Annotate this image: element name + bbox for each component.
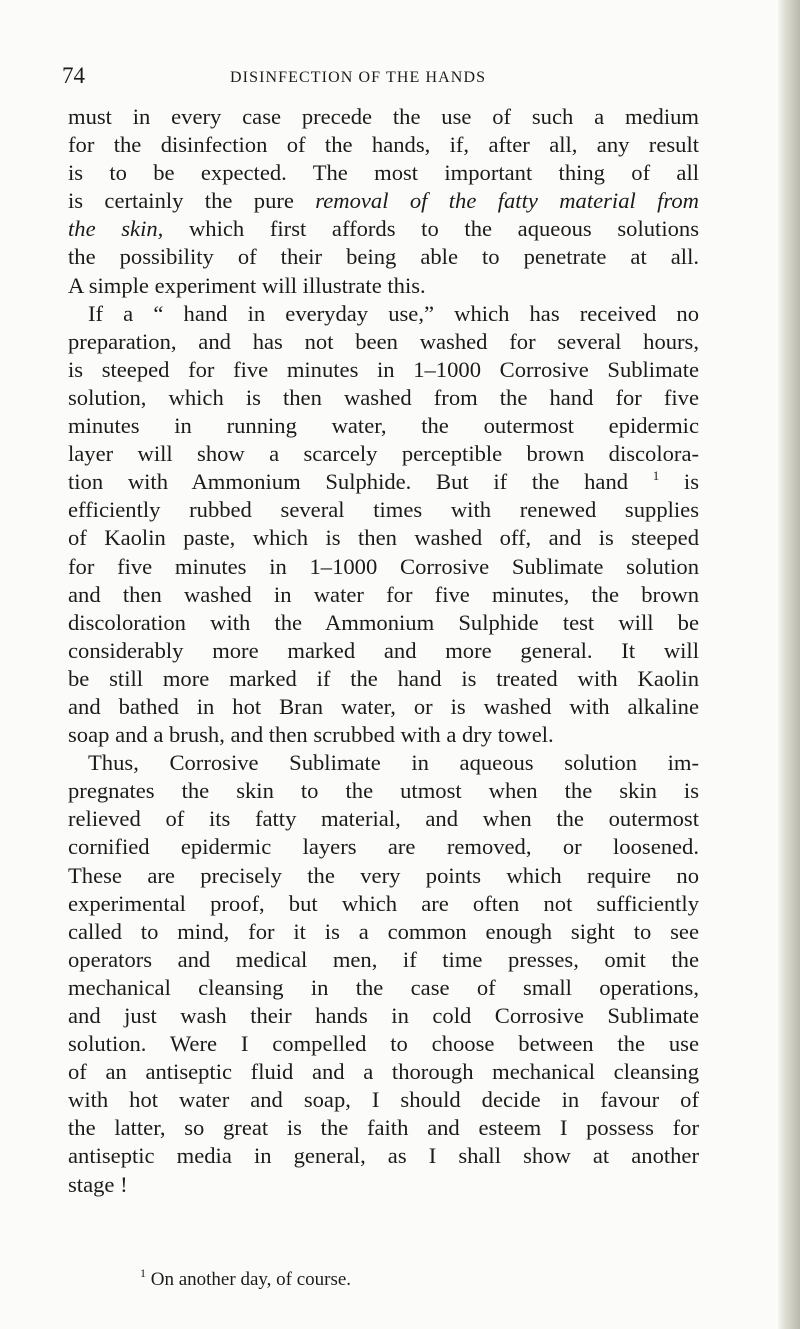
text-line: is to be expected. The most important thing of all [68, 160, 699, 186]
text-line: preparation, and has not been washed for several hours, [68, 328, 699, 354]
text-run: is certainly the pure [68, 188, 294, 214]
text-line: discoloration with the Ammonium Sulphide test will be [68, 609, 699, 635]
text-line: with hot water and soap, I should decide in favour of [68, 1087, 699, 1113]
text-line: of Kaolin paste, which is then washed off, and is steeped [68, 525, 699, 551]
paragraph-3 [68, 749, 699, 1199]
text-line: antiseptic media in general, as I shall show at another [68, 1143, 699, 1169]
text-line: minutes in running water, the outermost epidermic [68, 413, 699, 439]
text-line: considerably more marked and more general. It will [68, 637, 699, 663]
text-line: efficiently rubbed several times with renewed supplies [68, 497, 699, 523]
text-line: the latter, so great is the faith and esteem I possess for [68, 1115, 699, 1141]
footnote-marker[interactable]: 1 [652, 468, 660, 484]
text-line: operators and medical men, if time presses, omit the [68, 946, 699, 972]
text-line: called to mind, for it is a common enough sight to see [68, 918, 699, 944]
text-line [68, 215, 699, 243]
text-line: relieved of its fatty material, and when the outermost [68, 806, 699, 832]
text-line: must in every case precede the use of such a medium [68, 104, 699, 129]
text-line: of an antiseptic fluid and a thorough mechanical cleansing [68, 1059, 699, 1085]
text-line: stage ! [68, 1171, 128, 1197]
text-line: A simple experiment will illustrate this. [68, 272, 426, 298]
text-line: the possibility of their being able to penetrate at all. [68, 244, 699, 270]
emphasis-text: removal of the fatty material from [315, 188, 699, 214]
text-line: mechanical cleansing in the case of small operations, [68, 974, 699, 1000]
text-run: tion with Ammonium Sulphide. But if the hand [68, 469, 629, 495]
text-line [68, 187, 699, 215]
paragraph-2 [68, 300, 699, 750]
text-line: If a “ hand in everyday use,” which has received no [88, 300, 699, 326]
text-line: and just wash their hands in cold Corrosive Sublimate [68, 1003, 699, 1028]
text-line: cornified epidermic layers are removed, or loosened. [68, 834, 699, 860]
text-line: for five minutes in 1–1000 Corrosive Sublimate solution [68, 553, 699, 579]
text-line: and bathed in hot Bran water, or is washed with alkaline [68, 693, 699, 719]
page-edge-shadow [778, 0, 800, 1329]
emphasis-text: the skin, [68, 216, 164, 242]
text-line: experimental proof, but which are often not sufficiently [68, 890, 699, 916]
text-line: is steeped for five minutes in 1–1000 Corrosive Sublimate [68, 356, 699, 382]
text-line: and then washed in water for five minutes, the brown [68, 581, 699, 607]
text-line: solution. Were I compelled to choose between the use [68, 1031, 699, 1057]
text-line: pregnates the skin to the utmost when the skin is [68, 778, 699, 804]
body-text [68, 103, 699, 1199]
footnote [140, 1266, 352, 1290]
footnote-number: 1 [140, 1266, 146, 1280]
text-line [68, 468, 699, 496]
footnote-text: On another day, of course. [150, 1269, 352, 1290]
text-line: soap and a brush, and then scrubbed with a dry towel. [68, 722, 554, 748]
text-run: which first affords to the aqueous solutions [188, 216, 699, 242]
text-line: These are precisely the very points which require no [68, 862, 699, 888]
page-number: 74 [62, 63, 85, 88]
running-title: DISINFECTION OF THE HANDS [230, 69, 487, 86]
text-line: be still more marked if the hand is treated with Kaolin [68, 665, 699, 691]
text-run: is [683, 469, 699, 495]
text-line: solution, which is then washed from the hand for five [68, 384, 699, 410]
text-line: for the disinfection of the hands, if, after all, any result [68, 132, 699, 158]
paragraph-1 [68, 103, 699, 300]
running-header [62, 50, 702, 90]
text-line: layer will show a scarcely perceptible brown discolora- [68, 441, 699, 467]
text-line: Thus, Corrosive Sublimate in aqueous solution im- [88, 750, 699, 776]
